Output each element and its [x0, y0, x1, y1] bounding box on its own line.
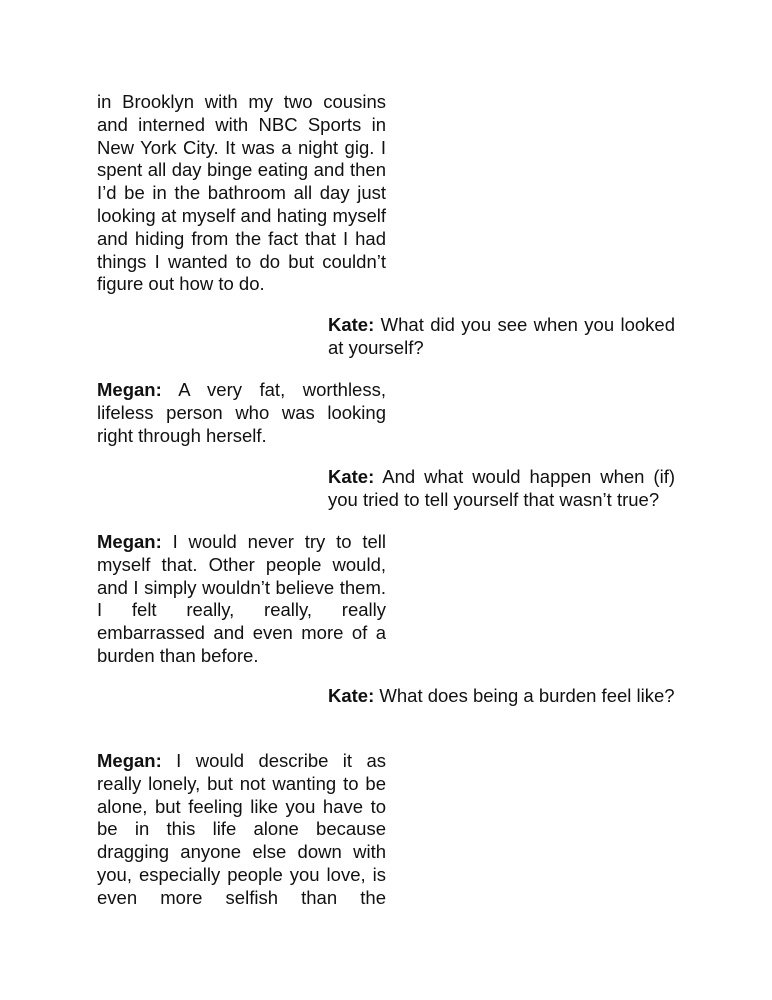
speaker-label: Kate:	[328, 314, 375, 335]
megan-response-1	[97, 379, 386, 447]
paragraph-text: A very fat, worthless, lifeless person who was looking right through herself.	[97, 379, 386, 446]
paragraph-text: What does being a burden feel like?	[379, 685, 675, 706]
paragraph-text: And what would happen when (if) you tried to tell yourself that wasn’t true?	[328, 466, 676, 510]
speaker-label: Megan:	[97, 379, 162, 400]
megan-response-2	[97, 531, 386, 668]
paragraph-text: What did you see when you looked at yourself?	[328, 314, 676, 358]
kate-question-3	[328, 685, 675, 708]
megan-response-continued	[97, 91, 386, 296]
speaker-label: Megan:	[97, 531, 162, 552]
speaker-label: Kate:	[328, 685, 375, 706]
paragraph-text: in Brooklyn with my two cousins and interned with NBC Sports in New York City. It was a night gig. I spent all day binge eating and then I’d be in the bathroom all day just looking at myself and hating myself and hiding from the fact that I had things I wanted to do but couldn’t figure out how to do.	[97, 91, 386, 295]
speaker-label: Kate:	[328, 466, 375, 487]
megan-response-3	[97, 750, 386, 910]
paragraph-text: I would describe it as really lonely, but not wanting to be alone, but feeling like you have to be in this life alone because dragging anyone else down with you, especially people you love, is even more selfish than the	[97, 750, 386, 908]
paragraph-text: I would never try to tell myself that. Other people would, and I simply wouldn’t believe them. I felt really, really, really embarrassed and even more of a burden than before.	[97, 531, 386, 666]
kate-question-2	[328, 466, 675, 512]
speaker-label: Megan:	[97, 750, 162, 771]
kate-question-1	[328, 314, 675, 360]
